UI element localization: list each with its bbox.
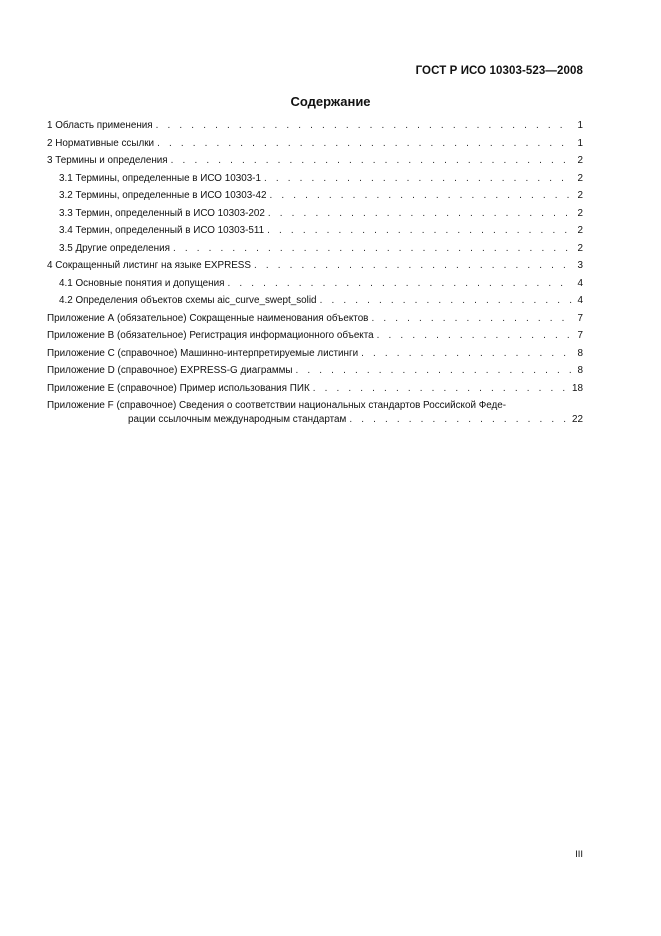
toc-entry-3-4[interactable] bbox=[47, 225, 583, 237]
toc-entry-3-3[interactable] bbox=[47, 208, 583, 220]
toc-leader-dots bbox=[227, 278, 572, 290]
toc-leader-dots bbox=[171, 155, 572, 167]
table-of-contents bbox=[47, 120, 583, 430]
toc-entry-3-2[interactable] bbox=[47, 190, 583, 202]
toc-leader-dots bbox=[361, 348, 572, 360]
toc-entry-page: 1 bbox=[577, 120, 583, 131]
toc-entry-page: 22 bbox=[572, 414, 583, 425]
toc-entry-annex-e[interactable] bbox=[47, 383, 583, 395]
toc-entry-page: 2 bbox=[577, 242, 583, 254]
toc-leader-dots bbox=[269, 190, 572, 202]
toc-entry-label: 4.2 Определения объектов схемы aic_curve_swept_solid bbox=[59, 295, 317, 306]
toc-entry-label: 2 Нормативные ссылки bbox=[47, 137, 155, 149]
toc-entry-page: 4 bbox=[577, 295, 583, 306]
toc-entry-label: 3.3 Термин, определенный в ИСО 10303-202 bbox=[59, 207, 265, 219]
toc-leader-dots bbox=[264, 173, 572, 185]
toc-leader-dots bbox=[377, 330, 572, 342]
toc-entry-4[interactable] bbox=[47, 260, 583, 272]
toc-entry-4-1[interactable] bbox=[47, 278, 583, 290]
toc-leader-dots bbox=[349, 414, 569, 426]
toc-entry-page: 8 bbox=[577, 347, 583, 359]
toc-entry-page: 2 bbox=[577, 190, 583, 201]
toc-leader-dots bbox=[173, 243, 572, 255]
toc-entry-page: 8 bbox=[577, 365, 583, 376]
toc-entry-annex-a[interactable] bbox=[47, 313, 583, 325]
toc-entry-page: 3 bbox=[577, 260, 583, 271]
toc-leader-dots bbox=[268, 208, 572, 220]
toc-entry-page: 7 bbox=[577, 330, 583, 341]
toc-entry-page: 1 bbox=[577, 137, 583, 149]
toc-leader-dots bbox=[296, 365, 572, 377]
toc-leader-dots bbox=[267, 225, 572, 237]
toc-leader-dots bbox=[254, 260, 572, 272]
toc-entry-label: Приложение С (справочное) Машинно-интерпретируемые листинги bbox=[47, 347, 359, 359]
toc-entry-annex-c[interactable] bbox=[47, 348, 583, 360]
toc-leader-dots bbox=[156, 120, 572, 132]
toc-entry-annex-d[interactable] bbox=[47, 365, 583, 377]
toc-entry-label: 3.4 Термин, определенный в ИСО 10303-511 bbox=[59, 225, 265, 236]
page-title: Содержание bbox=[290, 94, 371, 109]
document-code-header: ГОСТ Р ИСО 10303-523—2008 bbox=[415, 65, 583, 77]
toc-entry-page: 18 bbox=[572, 382, 583, 394]
toc-entry-annex-b[interactable] bbox=[47, 330, 583, 342]
toc-entry-page: 2 bbox=[577, 207, 583, 219]
toc-entry-4-2[interactable] bbox=[47, 295, 583, 307]
toc-entry-3-5[interactable] bbox=[47, 243, 583, 255]
toc-entry-page: 4 bbox=[577, 277, 583, 289]
toc-entry-label: Приложение D (справочное) EXPRESS-G диаграммы bbox=[47, 365, 293, 376]
toc-entry-page: 2 bbox=[577, 172, 583, 184]
toc-entry-label: 3.5 Другие определения bbox=[59, 242, 170, 254]
page-number: III bbox=[575, 849, 583, 860]
toc-entry-label: 1 Область применения bbox=[47, 120, 153, 131]
toc-entry-label: 4.1 Основные понятия и допущения bbox=[59, 277, 225, 289]
toc-entry-label: Приложение В (обязательное) Регистрация информационного объекта bbox=[47, 330, 374, 341]
toc-leader-dots bbox=[313, 383, 569, 395]
toc-leader-dots bbox=[157, 138, 572, 150]
toc-entry-page: 7 bbox=[577, 312, 583, 324]
toc-entry-label: 4 Сокращенный листинг на языке EXPRESS bbox=[47, 260, 251, 271]
toc-leader-dots bbox=[371, 313, 572, 325]
toc-entry-label: Приложение А (обязательное) Сокращенные наименования объектов bbox=[47, 312, 369, 324]
toc-entry-label-line2: рации ссылочным международным стандартам bbox=[128, 414, 347, 425]
toc-entry-3-1[interactable] bbox=[47, 173, 583, 185]
toc-entry-annex-f[interactable] bbox=[47, 400, 583, 426]
toc-entry-1[interactable] bbox=[47, 120, 583, 132]
toc-entry-label: 3.1 Термины, определенные в ИСО 10303-1 bbox=[59, 172, 261, 184]
toc-entry-2[interactable] bbox=[47, 138, 583, 150]
toc-entry-page: 2 bbox=[577, 225, 583, 236]
toc-entry-label-line1: Приложение F (справочное) Сведения о соответствии национальных стандартов Российской Феде- bbox=[47, 400, 507, 411]
toc-entry-3[interactable] bbox=[47, 155, 583, 167]
toc-leader-dots bbox=[320, 295, 572, 307]
toc-entry-label: 3 Термины и определения bbox=[47, 155, 168, 166]
toc-entry-label: 3.2 Термины, определенные в ИСО 10303-42 bbox=[59, 190, 267, 201]
toc-entry-label: Приложение Е (справочное) Пример использования ПИК bbox=[47, 382, 310, 394]
toc-entry-page: 2 bbox=[577, 155, 583, 166]
